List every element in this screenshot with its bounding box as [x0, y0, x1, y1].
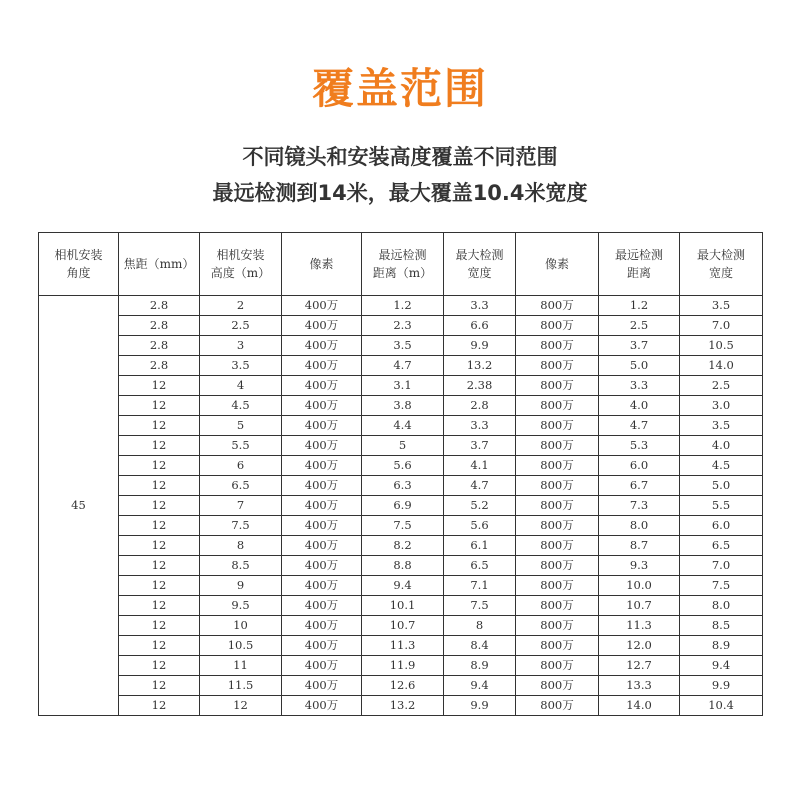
table-cell: 5.0	[599, 356, 680, 376]
table-cell: 5	[200, 416, 282, 436]
table-cell: 6.9	[362, 496, 444, 516]
table-row	[39, 636, 763, 656]
table-cell: 12	[119, 376, 200, 396]
table-cell: 3.3	[599, 376, 680, 396]
table-cell: 6.5	[200, 476, 282, 496]
table-cell: 1.2	[599, 296, 680, 316]
table-cell: 8	[200, 536, 282, 556]
table-cell: 7.0	[680, 556, 763, 576]
table-cell: 3.5	[680, 296, 763, 316]
table-row	[39, 556, 763, 576]
table-cell: 6.6	[444, 316, 516, 336]
table-cell: 400万	[282, 656, 362, 676]
table-cell: 6.1	[444, 536, 516, 556]
table-cell: 8.8	[362, 556, 444, 576]
table-cell: 6.3	[362, 476, 444, 496]
table-cell: 400万	[282, 676, 362, 696]
table-cell: 3.5	[362, 336, 444, 356]
column-header-line: 角度	[66, 266, 91, 280]
table-cell: 400万	[282, 596, 362, 616]
table-cell: 13.2	[444, 356, 516, 376]
table-cell: 2.8	[444, 396, 516, 416]
table-cell: 800万	[516, 636, 599, 656]
table-row	[39, 476, 763, 496]
table-cell: 8.2	[362, 536, 444, 556]
column-header-line: 相机安装	[216, 248, 265, 262]
table-cell: 8.5	[680, 616, 763, 636]
table-cell: 3.1	[362, 376, 444, 396]
table-cell: 4.1	[444, 456, 516, 476]
table-cell: 5.3	[599, 436, 680, 456]
table-cell: 12	[119, 596, 200, 616]
column-header-line: 相机安装	[54, 248, 103, 262]
table-cell: 8.5	[200, 556, 282, 576]
table-cell: 2.5	[599, 316, 680, 336]
table-cell: 400万	[282, 576, 362, 596]
column-header	[516, 233, 599, 296]
table-cell: 12	[119, 416, 200, 436]
table-cell: 400万	[282, 296, 362, 316]
column-header-line: 高度（m）	[210, 266, 271, 280]
table-cell: 800万	[516, 336, 599, 356]
table-cell: 4.5	[200, 396, 282, 416]
table-cell: 800万	[516, 396, 599, 416]
table-row	[39, 436, 763, 456]
column-header-line: 宽度	[467, 266, 492, 280]
table-cell: 12.0	[599, 636, 680, 656]
table-row	[39, 576, 763, 596]
table-cell: 12	[119, 616, 200, 636]
table-cell: 9.9	[444, 336, 516, 356]
table-cell: 8.7	[599, 536, 680, 556]
table-cell: 800万	[516, 296, 599, 316]
table-cell: 800万	[516, 596, 599, 616]
table-cell: 2.8	[119, 316, 200, 336]
column-header	[119, 233, 200, 296]
table-cell: 800万	[516, 656, 599, 676]
table-cell: 10.7	[599, 596, 680, 616]
table-cell: 9.5	[200, 596, 282, 616]
table-cell: 8.0	[599, 516, 680, 536]
table-cell: 12	[119, 496, 200, 516]
table-cell: 2.5	[200, 316, 282, 336]
column-header-line: 最大检测	[696, 248, 745, 262]
table-cell: 7.5	[200, 516, 282, 536]
table-cell: 12	[119, 676, 200, 696]
table-cell: 3.8	[362, 396, 444, 416]
table-cell: 3.5	[680, 416, 763, 436]
table-cell: 400万	[282, 536, 362, 556]
table-cell: 5	[362, 436, 444, 456]
table-cell: 14.0	[680, 356, 763, 376]
table-cell: 3	[200, 336, 282, 356]
table-cell: 5.2	[444, 496, 516, 516]
camera-angle-cell: 45	[39, 296, 119, 716]
table-cell: 11.9	[362, 656, 444, 676]
table-cell: 12	[119, 656, 200, 676]
table-cell: 5.5	[200, 436, 282, 456]
column-header	[680, 233, 763, 296]
table-cell: 3.7	[599, 336, 680, 356]
table-body	[39, 296, 763, 716]
table-cell: 7	[200, 496, 282, 516]
table-cell: 800万	[516, 556, 599, 576]
table-cell: 13.2	[362, 696, 444, 716]
table-cell: 800万	[516, 496, 599, 516]
table-cell: 12.7	[599, 656, 680, 676]
table-cell: 800万	[516, 516, 599, 536]
column-header	[599, 233, 680, 296]
column-header	[200, 233, 282, 296]
table-cell: 6.5	[444, 556, 516, 576]
table-cell: 7.1	[444, 576, 516, 596]
table-cell: 800万	[516, 616, 599, 636]
table-row	[39, 536, 763, 556]
table-cell: 2.38	[444, 376, 516, 396]
table-row	[39, 296, 763, 316]
table-cell: 400万	[282, 496, 362, 516]
table-cell: 3.3	[444, 296, 516, 316]
table-row	[39, 616, 763, 636]
table-cell: 2	[200, 296, 282, 316]
table-cell: 11	[200, 656, 282, 676]
table-cell: 800万	[516, 676, 599, 696]
table-cell: 400万	[282, 616, 362, 636]
table-cell: 2.3	[362, 316, 444, 336]
table-cell: 6	[200, 456, 282, 476]
table-cell: 9.3	[599, 556, 680, 576]
table-cell: 5.0	[680, 476, 763, 496]
table-cell: 800万	[516, 316, 599, 336]
table-cell: 5.5	[680, 496, 763, 516]
table-row	[39, 376, 763, 396]
table-cell: 8.0	[680, 596, 763, 616]
table-cell: 400万	[282, 356, 362, 376]
table-cell: 800万	[516, 416, 599, 436]
table-cell: 7.0	[680, 316, 763, 336]
table-header-row	[39, 233, 763, 296]
coverage-table	[38, 232, 763, 716]
table-cell: 800万	[516, 376, 599, 396]
table-cell: 6.7	[599, 476, 680, 496]
table-cell: 6.0	[599, 456, 680, 476]
table-cell: 6.0	[680, 516, 763, 536]
table-cell: 800万	[516, 536, 599, 556]
table-row	[39, 516, 763, 536]
table-cell: 2.5	[680, 376, 763, 396]
table-cell: 400万	[282, 696, 362, 716]
table-cell: 8	[444, 616, 516, 636]
table-row	[39, 596, 763, 616]
table-cell: 12	[119, 556, 200, 576]
table-cell: 1.2	[362, 296, 444, 316]
table-cell: 11.5	[200, 676, 282, 696]
column-header-line: 宽度	[708, 266, 733, 280]
table-cell: 400万	[282, 476, 362, 496]
column-header-line: 像素	[309, 257, 334, 271]
column-header	[444, 233, 516, 296]
table-cell: 400万	[282, 396, 362, 416]
table-cell: 12	[119, 396, 200, 416]
table-cell: 4.5	[680, 456, 763, 476]
table-cell: 400万	[282, 436, 362, 456]
table-row	[39, 656, 763, 676]
table-cell: 4	[200, 376, 282, 396]
table-cell: 5.6	[444, 516, 516, 536]
table-cell: 12	[200, 696, 282, 716]
table-cell: 13.3	[599, 676, 680, 696]
table-cell: 4.7	[444, 476, 516, 496]
table-cell: 9.4	[362, 576, 444, 596]
table-cell: 11.3	[362, 636, 444, 656]
table-row	[39, 316, 763, 336]
subtitle-line-2: 最远检测到14米，最大覆盖10.4米宽度	[212, 181, 588, 205]
table-cell: 400万	[282, 416, 362, 436]
column-header-line: 最远检测	[378, 248, 427, 262]
column-header-line: 距离（m）	[372, 266, 433, 280]
table-cell: 7.5	[444, 596, 516, 616]
table-cell: 4.0	[599, 396, 680, 416]
table-cell: 8.9	[680, 636, 763, 656]
table-cell: 9.9	[444, 696, 516, 716]
table-cell: 12	[119, 636, 200, 656]
table-cell: 10	[200, 616, 282, 636]
table-cell: 9	[200, 576, 282, 596]
table-cell: 12	[119, 576, 200, 596]
table-cell: 14.0	[599, 696, 680, 716]
table-cell: 2.8	[119, 296, 200, 316]
table-cell: 10.0	[599, 576, 680, 596]
table-cell: 2.8	[119, 336, 200, 356]
table-cell: 4.4	[362, 416, 444, 436]
table-cell: 12	[119, 456, 200, 476]
table-cell: 10.5	[680, 336, 763, 356]
table-row	[39, 336, 763, 356]
table-row	[39, 396, 763, 416]
table-cell: 400万	[282, 516, 362, 536]
table-cell: 5.6	[362, 456, 444, 476]
table-cell: 7.3	[599, 496, 680, 516]
table-row	[39, 356, 763, 376]
table-cell: 400万	[282, 456, 362, 476]
table-cell: 8.4	[444, 636, 516, 656]
table-row	[39, 496, 763, 516]
page-title: 覆盖范围	[311, 64, 488, 113]
table-cell: 800万	[516, 356, 599, 376]
table-cell: 400万	[282, 556, 362, 576]
table-cell: 10.1	[362, 596, 444, 616]
table-cell: 9.4	[680, 656, 763, 676]
table-cell: 800万	[516, 576, 599, 596]
table-cell: 400万	[282, 636, 362, 656]
table-cell: 12	[119, 696, 200, 716]
table-row	[39, 416, 763, 436]
table-cell: 800万	[516, 476, 599, 496]
column-header-line: 最远检测	[614, 248, 663, 262]
table-cell: 3.7	[444, 436, 516, 456]
table-cell: 6.5	[680, 536, 763, 556]
table-cell: 7.5	[680, 576, 763, 596]
table-cell: 10.5	[200, 636, 282, 656]
table-cell: 12	[119, 476, 200, 496]
column-header-line: 距离	[626, 266, 651, 280]
table-cell: 9.4	[444, 676, 516, 696]
table-cell: 3.5	[200, 356, 282, 376]
table-cell: 3.0	[680, 396, 763, 416]
column-header-line: 最大检测	[455, 248, 504, 262]
table-cell: 10.4	[680, 696, 763, 716]
table-cell: 400万	[282, 316, 362, 336]
column-header-line: 像素	[544, 257, 569, 271]
table-cell: 4.7	[362, 356, 444, 376]
subtitle-line-1: 不同镜头和安装高度覆盖不同范围	[242, 145, 558, 169]
table-cell: 800万	[516, 456, 599, 476]
table-cell: 12.6	[362, 676, 444, 696]
table-cell: 12	[119, 516, 200, 536]
column-header	[39, 233, 119, 296]
table-cell: 7.5	[362, 516, 444, 536]
table-cell: 9.9	[680, 676, 763, 696]
table-cell: 4.0	[680, 436, 763, 456]
table-cell: 8.9	[444, 656, 516, 676]
table-cell: 400万	[282, 336, 362, 356]
table-cell: 400万	[282, 376, 362, 396]
column-header	[282, 233, 362, 296]
column-header-line: 焦距（mm）	[123, 257, 195, 271]
table-cell: 11.3	[599, 616, 680, 636]
table-cell: 4.7	[599, 416, 680, 436]
table-cell: 800万	[516, 436, 599, 456]
table-row	[39, 456, 763, 476]
table-cell: 3.3	[444, 416, 516, 436]
table-cell: 10.7	[362, 616, 444, 636]
table-cell: 2.8	[119, 356, 200, 376]
table-cell: 12	[119, 536, 200, 556]
table-row	[39, 696, 763, 716]
table-row	[39, 676, 763, 696]
table-cell: 800万	[516, 696, 599, 716]
column-header	[362, 233, 444, 296]
table-cell: 12	[119, 436, 200, 456]
